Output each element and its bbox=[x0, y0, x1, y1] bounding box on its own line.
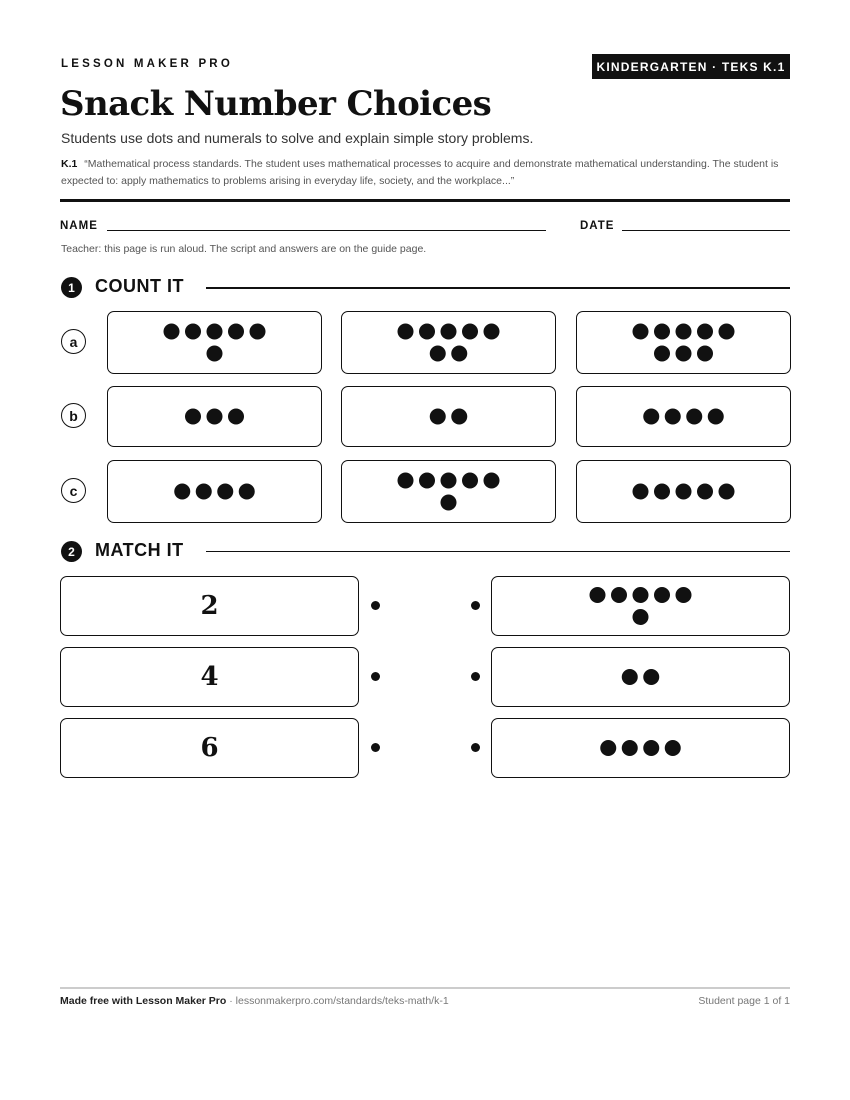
section-2-rule bbox=[206, 551, 790, 552]
count-card-b2[interactable] bbox=[341, 386, 556, 447]
count-card-c2[interactable] bbox=[341, 460, 556, 523]
count-dot bbox=[622, 740, 638, 756]
dot-group bbox=[577, 312, 790, 373]
count-dot bbox=[484, 473, 500, 489]
count-dot bbox=[676, 346, 692, 362]
dot-group bbox=[577, 461, 790, 522]
count-dot bbox=[462, 473, 478, 489]
dot-group bbox=[492, 577, 789, 635]
count-dot bbox=[185, 324, 201, 340]
count-dot bbox=[697, 484, 713, 500]
count-dot bbox=[451, 346, 467, 362]
section-1-number: 1 bbox=[61, 277, 82, 298]
count-dot bbox=[719, 484, 735, 500]
name-field-line[interactable] bbox=[107, 230, 546, 231]
count-dot bbox=[697, 346, 713, 362]
count-dot bbox=[622, 669, 638, 685]
count-dot bbox=[430, 346, 446, 362]
count-card-a3[interactable] bbox=[576, 311, 791, 374]
count-dot bbox=[398, 324, 414, 340]
count-dot bbox=[207, 409, 223, 425]
count-dot bbox=[430, 409, 446, 425]
page-title: Snack Number Choices bbox=[60, 84, 492, 124]
page-subtitle: Students use dots and numerals to solve and explain simple story problems. bbox=[61, 130, 534, 146]
count-dot bbox=[250, 324, 266, 340]
count-dot bbox=[590, 587, 606, 603]
count-dot bbox=[185, 409, 201, 425]
count-card-c1[interactable] bbox=[107, 460, 322, 523]
footer-page-number: Student page 1 of 1 bbox=[698, 995, 790, 1007]
dot-group bbox=[492, 648, 789, 706]
count-dot bbox=[686, 409, 702, 425]
count-dot bbox=[451, 409, 467, 425]
count-dot bbox=[654, 346, 670, 362]
footer-divider bbox=[60, 987, 790, 989]
count-dot bbox=[484, 324, 500, 340]
row-label-a: a bbox=[61, 329, 86, 354]
count-card-a1[interactable] bbox=[107, 311, 322, 374]
count-dot bbox=[719, 324, 735, 340]
count-dot bbox=[665, 409, 681, 425]
count-dot bbox=[643, 740, 659, 756]
dot-group bbox=[342, 387, 555, 446]
count-dot bbox=[441, 324, 457, 340]
match-dots-card[interactable] bbox=[491, 647, 790, 707]
dot-group bbox=[342, 312, 555, 373]
count-dot bbox=[207, 346, 223, 362]
match-connector-left[interactable] bbox=[371, 672, 380, 681]
dot-group bbox=[492, 719, 789, 777]
match-connector-right[interactable] bbox=[471, 672, 480, 681]
count-dot bbox=[228, 409, 244, 425]
match-number-card[interactable]: 6 bbox=[60, 718, 359, 778]
footer-made-with: Made free with Lesson Maker Pro bbox=[60, 995, 227, 1007]
date-field-line[interactable] bbox=[622, 230, 790, 231]
footer-url[interactable]: lessonmakerpro.com/standards/teks-math/k-1 bbox=[235, 995, 449, 1007]
count-dot bbox=[217, 484, 233, 500]
date-label: DATE bbox=[580, 220, 615, 232]
teacher-note: Teacher: this page is run aloud. The script and answers are on the guide page. bbox=[61, 243, 427, 255]
dot-group bbox=[577, 387, 790, 446]
match-connector-right[interactable] bbox=[471, 601, 480, 610]
count-dot bbox=[665, 740, 681, 756]
match-connector-left[interactable] bbox=[371, 743, 380, 752]
count-dot bbox=[228, 324, 244, 340]
count-dot bbox=[676, 324, 692, 340]
count-dot bbox=[633, 587, 649, 603]
count-card-b1[interactable] bbox=[107, 386, 322, 447]
count-dot bbox=[611, 587, 627, 603]
standard-text-block bbox=[61, 156, 791, 190]
count-dot bbox=[676, 587, 692, 603]
count-dot bbox=[643, 409, 659, 425]
match-number-card[interactable]: 2 bbox=[60, 576, 359, 636]
count-dot bbox=[633, 324, 649, 340]
grade-badge: KINDERGARTEN · TEKS K.1 bbox=[592, 54, 790, 79]
count-dot bbox=[196, 484, 212, 500]
row-label-b: b bbox=[61, 403, 86, 428]
count-card-c3[interactable] bbox=[576, 460, 791, 523]
count-dot bbox=[676, 484, 692, 500]
brand-name: LESSON MAKER PRO bbox=[61, 58, 233, 70]
match-connector-right[interactable] bbox=[471, 743, 480, 752]
count-card-b3[interactable] bbox=[576, 386, 791, 447]
count-dot bbox=[633, 484, 649, 500]
count-dot bbox=[654, 484, 670, 500]
match-connector-left[interactable] bbox=[371, 601, 380, 610]
section-1-rule bbox=[206, 287, 790, 289]
count-card-a2[interactable] bbox=[341, 311, 556, 374]
count-dot bbox=[164, 324, 180, 340]
count-dot bbox=[398, 473, 414, 489]
count-dot bbox=[441, 473, 457, 489]
count-dot bbox=[697, 324, 713, 340]
section-2-number: 2 bbox=[61, 541, 82, 562]
row-label-c: c bbox=[61, 478, 86, 503]
count-dot bbox=[174, 484, 190, 500]
name-label: NAME bbox=[60, 220, 98, 232]
count-dot bbox=[600, 740, 616, 756]
count-dot bbox=[708, 409, 724, 425]
dot-group bbox=[108, 387, 321, 446]
dot-group bbox=[108, 312, 321, 373]
count-dot bbox=[441, 495, 457, 511]
standard-description: “Mathematical process standards. The student uses mathematical processes to acquire and demonstrate mathematical understanding. The student is expected to: apply mathematics to problems arising in everyday life, society, and the workplace...” bbox=[61, 158, 779, 187]
dot-group bbox=[342, 461, 555, 522]
count-dot bbox=[462, 324, 478, 340]
count-dot bbox=[419, 324, 435, 340]
section-2-title: MATCH IT bbox=[95, 540, 184, 560]
header-divider bbox=[60, 199, 790, 202]
count-dot bbox=[207, 324, 223, 340]
count-dot bbox=[633, 609, 649, 625]
match-dots-card[interactable] bbox=[491, 718, 790, 778]
dot-group bbox=[108, 461, 321, 522]
count-dot bbox=[419, 473, 435, 489]
footer-credit bbox=[60, 995, 449, 1007]
standard-code: K.1 bbox=[61, 158, 78, 170]
match-dots-card[interactable] bbox=[491, 576, 790, 636]
count-dot bbox=[654, 324, 670, 340]
count-dot bbox=[643, 669, 659, 685]
match-number-card[interactable]: 4 bbox=[60, 647, 359, 707]
section-1-title: COUNT IT bbox=[95, 276, 184, 296]
footer-separator: · bbox=[226, 995, 236, 1007]
count-dot bbox=[654, 587, 670, 603]
count-dot bbox=[239, 484, 255, 500]
